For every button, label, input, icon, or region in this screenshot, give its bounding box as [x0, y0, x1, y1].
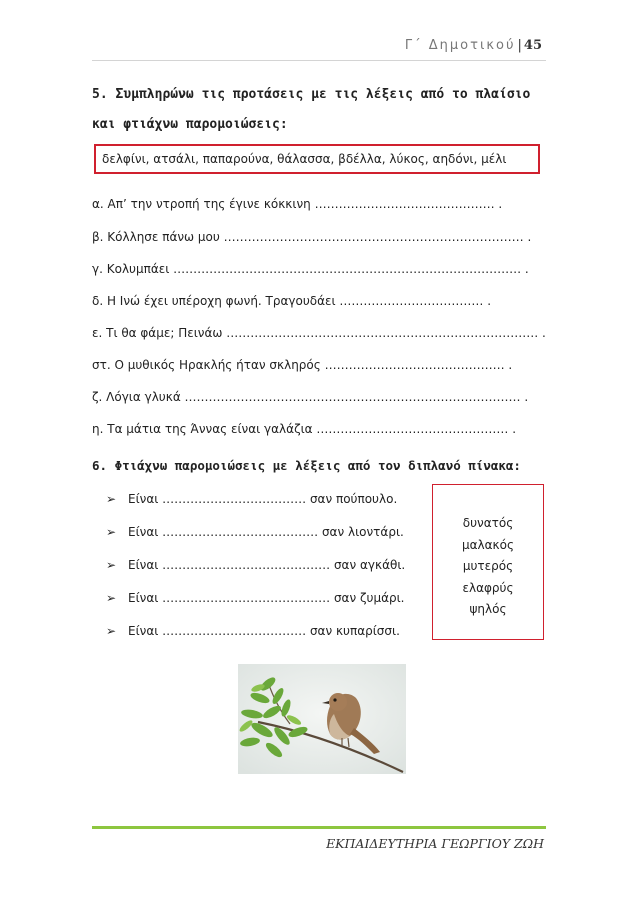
grade-label: Γ΄ Δημοτικού: [404, 38, 516, 53]
sentence-a: α. Απ’ την ντροπή της έγινε κόκκινη ……………………………………… .: [92, 197, 503, 211]
adjective: μυτερός: [462, 559, 514, 573]
sentence-z: ζ. Λόγια γλυκά ………………………………………………………………………… .: [92, 390, 529, 404]
sentence-b: β. Κόλλησε πάνω μου ………………………………………………………………… .: [92, 230, 532, 244]
page-header: [405, 38, 542, 53]
simile-text: Είναι ……………………………… σαν κυπαρίσσι.: [128, 624, 400, 638]
adjective: δυνατός: [462, 516, 514, 530]
adjective: μαλακός: [461, 537, 514, 552]
exercise-5-title: 5. Συμπληρώνω τις προτάσεις με τις λέξεις από το πλαίσιο και φτιάχνω παρομοιώσεις:: [92, 87, 531, 132]
page-number: 45: [523, 38, 542, 53]
footer-divider: [92, 826, 546, 829]
arrowhead-bullet-icon: ➢: [106, 558, 117, 572]
word-box: δελφίνι, ατσάλι, παπαρούνα, θάλασσα, βδέλλα, λύκος, αηδόνι, μέλι: [94, 144, 540, 174]
adjective-box: [432, 484, 544, 640]
simile-text: Είναι ………………………………… σαν λιοντάρι.: [128, 525, 404, 539]
nightingale-bird-photo: [238, 664, 406, 774]
header-divider: [92, 60, 546, 61]
simile-text: Είναι …………………………………… σαν αγκάθι.: [128, 558, 406, 572]
sentence-st: στ. Ο μυθικός Ηρακλής ήταν σκληρός ……………………………………… .: [92, 358, 513, 372]
simile-text: Είναι …………………………………… σαν ζυμάρι.: [128, 591, 405, 605]
adjective: ψηλός: [469, 602, 507, 616]
arrowhead-bullet-icon: ➢: [106, 492, 117, 506]
arrowhead-bullet-icon: ➢: [106, 624, 117, 638]
sentence-d: δ. Η Ινώ έχει υπέροχη φωνή. Τραγουδάει ……………………………… .: [92, 294, 492, 308]
simile-text: Είναι ……………………………… σαν πούπουλο.: [128, 492, 398, 506]
sentence-c: γ. Κολυμπάει …………………………………………………………………………… .: [92, 262, 529, 276]
header-separator: |: [517, 38, 522, 53]
simile-item: [106, 492, 397, 506]
simile-item: [106, 624, 400, 638]
arrowhead-bullet-icon: ➢: [106, 525, 117, 539]
simile-item: [106, 558, 405, 572]
sentence-h: η. Τα μάτια της Άννας είναι γαλάζια ………………………………………… .: [92, 422, 517, 436]
simile-item: [106, 525, 404, 539]
exercise-6-title: 6. Φτιάχνω παρομοιώσεις με λέξεις από τον διπλανό πίνακα:: [92, 458, 521, 473]
simile-item: [106, 591, 405, 605]
arrowhead-bullet-icon: ➢: [106, 591, 117, 605]
sentence-e: ε. Τι θα φάμε; Πεινάω …………………………………………………………………… .: [92, 326, 546, 340]
footer-author: ΕΚΠΑΙΔΕΥΤΗΡΙΑ ΓΕΩΡΓΙΟΥ ΖΩΗ: [326, 836, 544, 851]
adjective: ελαφρύς: [462, 580, 514, 595]
